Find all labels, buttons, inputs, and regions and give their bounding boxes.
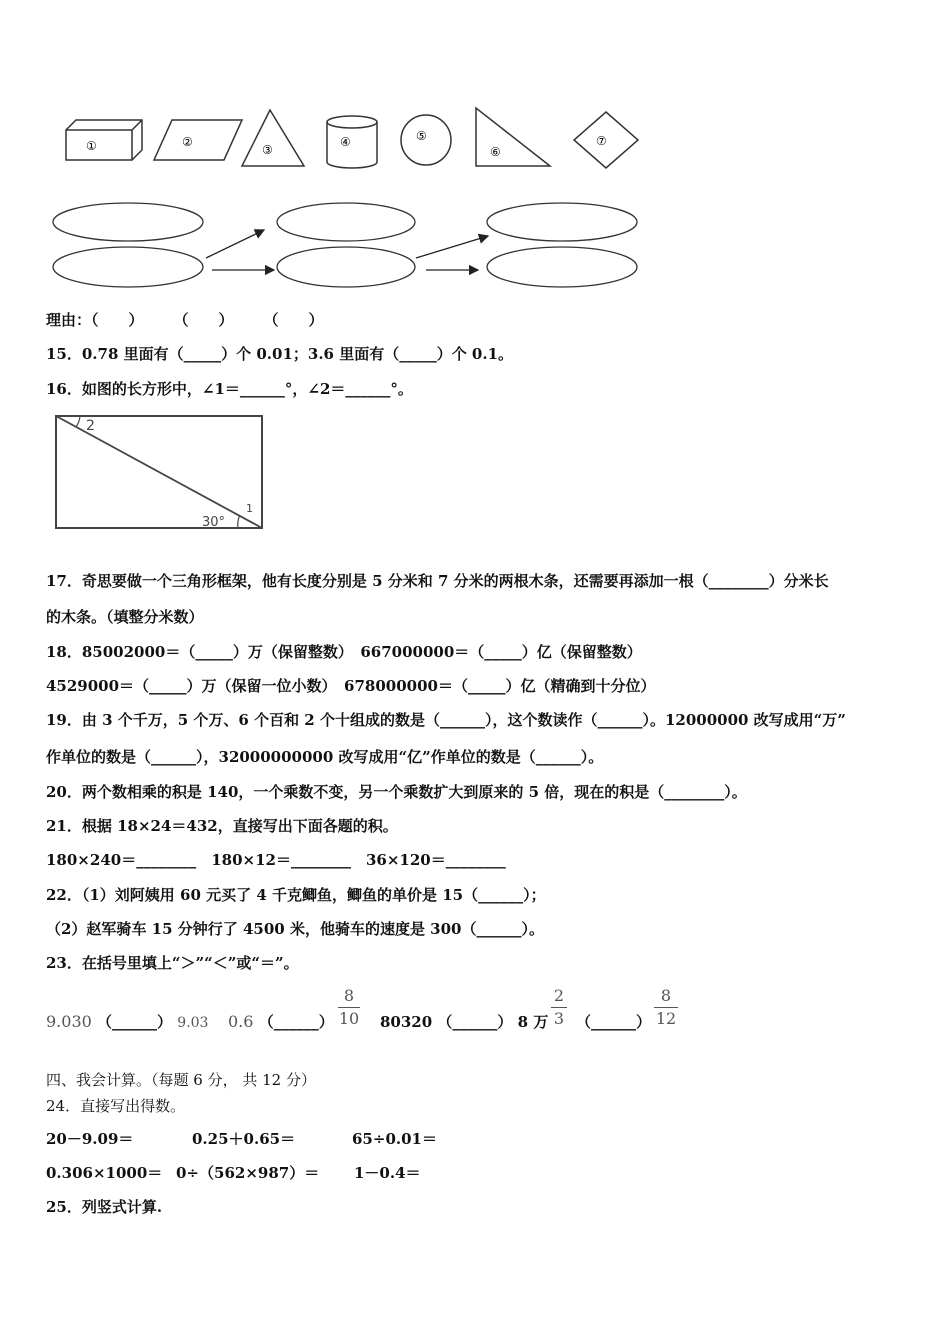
question-17-line-2: 的木条。（填整分米数） [46, 608, 204, 626]
oval-4 [277, 247, 415, 287]
angle-1-label: 1 [246, 502, 253, 515]
shape-label-1: ① [86, 139, 97, 153]
arrow-1 [206, 230, 264, 258]
q23-d-numerator-2: 8 [660, 986, 672, 1005]
question-19-line-1: 19．由 3 个千万，5 个万、6 个百和 2 个十组成的数是（______），这个数读作（______）。12000000 改写成用“万” [46, 711, 846, 729]
oval-1 [53, 203, 203, 241]
shape-cuboid [66, 120, 142, 160]
q24-r1-c1: 20－9.09＝ [46, 1130, 134, 1148]
shape-triangle [242, 110, 304, 166]
question-25: 25．列竖式计算. [46, 1198, 163, 1216]
rectangle-figure [50, 410, 270, 536]
q24-r2-c1: 0.306×1000＝ [46, 1164, 163, 1182]
oval-5 [487, 203, 637, 241]
angle-30-label: 30° [202, 515, 226, 530]
shape-label-2: ② [182, 135, 193, 149]
question-21: 21．根据 18×24＝432，直接写出下面各题的积。 [46, 817, 398, 835]
question-15: 15．0.78 里面有（_____）个 0.01；3.6 里面有（_____）个 0.1。 [46, 345, 514, 363]
question-17-line-1: 17．奇思要做一个三角形框架，他有长度分别是 5 分米和 7 分米的两根木条，还需要再添加一根（________）分米长 [46, 572, 829, 590]
question-16: 16．如图的长方形中，∠1＝______°，∠2＝______°。 [46, 380, 413, 398]
q23-b-fraction [338, 987, 360, 1028]
oval-6 [487, 247, 637, 287]
q23-a-left: 9.030 [46, 1012, 92, 1031]
question-21-items: 180×240＝________ 180×12＝________ 36×120＝________ [46, 851, 506, 869]
question-18-line-2: 4529000＝（_____）万（保留一位小数） 678000000＝（_____）亿（精确到十分位） [46, 677, 656, 695]
q23-a-blank[interactable]: （______） [97, 1013, 173, 1031]
q23-d-blank[interactable]: （______） [576, 1013, 652, 1031]
shape-parallelogram [154, 120, 242, 160]
q23-d-fraction-right [654, 987, 678, 1028]
q23-d-numerator-1: 2 [553, 986, 565, 1005]
shape-right-triangle [476, 108, 550, 166]
question-23: 23．在括号里填上“＞”“＜”或“＝”。 [46, 954, 299, 972]
reason-line: 理由：（ ） （ ） （ ） [46, 311, 324, 329]
oval-3 [277, 203, 415, 241]
q23-a-right: 9.03 [177, 1015, 209, 1031]
q23-d-denominator-2: 12 [655, 1009, 677, 1028]
q23-b-denominator: 10 [338, 1009, 360, 1028]
q23-item-a [46, 1012, 208, 1033]
shape-label-3: ③ [262, 143, 273, 157]
q24-r2-c3: 1－0.4＝ [354, 1164, 421, 1182]
question-19-line-2: 作单位的数是（______），32000000000 改写成用“亿”作单位的数是（______）。 [46, 748, 604, 766]
section-4-heading: 四、我会计算。（每题 6 分， 共 12 分） [46, 1071, 316, 1089]
q23-b-blank[interactable]: （______） [258, 1013, 334, 1031]
angle-2-label: 2 [86, 418, 95, 434]
q23-c-right: 8 万 [517, 1013, 549, 1031]
shape-label-5: ⑤ [416, 129, 427, 143]
q23-d-fraction-left [551, 987, 567, 1028]
q24-r2-c2: 0÷（562×987）＝ [176, 1164, 320, 1182]
shape-label-7: ⑦ [596, 134, 607, 148]
question-20: 20．两个数相乘的积是 140，一个乘数不变，另一个乘数扩大到原来的 5 倍，现在的积是（________）。 [46, 783, 747, 801]
question-18-line-1: 18．85002000＝（_____）万（保留整数） 667000000＝（_____）亿（保留整数） [46, 643, 642, 661]
shape-cylinder [327, 116, 377, 168]
q24-r1-c2: 0.25＋0.65＝ [192, 1130, 296, 1148]
arrow-3 [416, 236, 488, 258]
shape-label-4: ④ [340, 135, 351, 149]
q24-r1-c3: 65÷0.01＝ [352, 1130, 437, 1148]
q23-c-left: 80320 [380, 1013, 433, 1031]
question-22-line-2: （2）赵军骑车 15 分钟行了 4500 米，他骑车的速度是 300（______）。 [46, 920, 544, 938]
q23-item-d [576, 1012, 651, 1032]
q23-b-numerator: 8 [343, 986, 355, 1005]
question-24: 24．直接写出得数。 [46, 1097, 186, 1115]
q23-c-blank[interactable]: （______） [437, 1013, 513, 1031]
question-22-line-1: 22．（1）刘阿姨用 60 元买了 4 千克鲫鱼，鲫鱼的单价是 15（______）； [46, 886, 546, 904]
oval-2 [53, 247, 203, 287]
shapes-figure [50, 100, 650, 180]
classification-diagram [46, 196, 646, 296]
q23-item-b [228, 1012, 334, 1032]
shape-label-6: ⑥ [490, 145, 501, 159]
q23-b-left: 0.6 [228, 1012, 254, 1031]
q23-item-c [380, 1012, 548, 1032]
q23-d-denominator-1: 3 [553, 1009, 565, 1028]
